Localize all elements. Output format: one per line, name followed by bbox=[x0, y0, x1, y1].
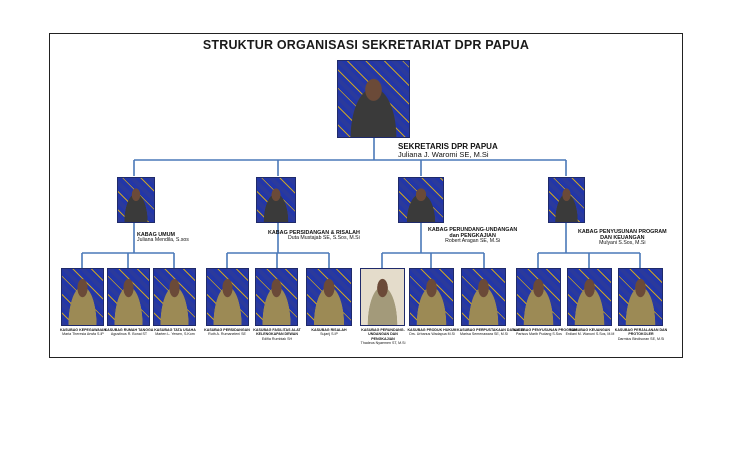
staff-photo bbox=[618, 268, 663, 326]
staff-name: Agustinus R. Bonai ST bbox=[110, 332, 148, 337]
staff-label bbox=[58, 328, 108, 337]
head-role-line1: KABAG PERUNDANG-UNDANGAN bbox=[428, 227, 518, 233]
head-photo-persidangan bbox=[256, 177, 296, 223]
head-label-perundangan bbox=[428, 227, 517, 245]
staff-photo bbox=[461, 268, 506, 326]
head-name: Duta Mustajab SE, S.Sos, M.Si bbox=[288, 235, 360, 242]
staff-label bbox=[564, 328, 616, 337]
staff-role: KASUBAG KEPEGAWAIAN bbox=[59, 328, 107, 332]
secretary-name: Juliana J. Waromi SE, M.Si bbox=[398, 150, 489, 160]
head-label-keuangan bbox=[578, 229, 667, 247]
secretary-photo bbox=[337, 60, 410, 138]
head-photo-umum bbox=[117, 177, 155, 223]
secretary-role: SEKRETARIS DPR PAPUA bbox=[398, 142, 498, 151]
staff-photo bbox=[153, 268, 196, 326]
head-name: Robert Aragan SE, M.Si bbox=[445, 238, 501, 245]
staff-label bbox=[614, 328, 668, 341]
staff-role: KASUBAG PERUNDANG-UNDANGAN DAN PENGKAJIAN bbox=[361, 328, 405, 341]
head-photo-keuangan bbox=[548, 177, 585, 223]
head-photo-perundangan bbox=[398, 177, 444, 223]
staff-photo bbox=[61, 268, 104, 326]
staff-name: Erdiani M. Wanuni S.Sos, M.M bbox=[565, 332, 615, 337]
head-label-umum bbox=[137, 232, 189, 244]
staff-label bbox=[407, 328, 457, 337]
staff-role: KASUBAG RUMAH TANGGA bbox=[104, 328, 154, 332]
chart-title: STRUKTUR ORGANISASI SEKRETARIAT DPR PAPUA bbox=[202, 38, 530, 52]
head-label-persidangan bbox=[268, 230, 360, 242]
staff-label bbox=[150, 328, 200, 337]
staff-name: Marten L. Yewen, S.Kom bbox=[155, 332, 195, 337]
staff-role: KASUBAG PRODUK HUKUM bbox=[407, 328, 457, 332]
staff-role: KASUBAG RISALAH bbox=[311, 328, 347, 332]
staff-photo bbox=[516, 268, 561, 326]
head-name: Mulyani S.Sos, M.Si bbox=[599, 240, 646, 247]
head-role: KABAG PERSIDANGAN & RISALAH bbox=[268, 230, 360, 236]
head-role-line1: KABAG PENYUSUNAN PROGRAM bbox=[578, 229, 667, 235]
staff-label bbox=[513, 328, 578, 337]
staff-photo bbox=[206, 268, 249, 326]
staff-photo bbox=[255, 268, 298, 326]
staff-label bbox=[202, 328, 252, 337]
staff-name: Edifia Rumbiak SH bbox=[261, 336, 293, 341]
staff-photo bbox=[409, 268, 454, 326]
staff-photo bbox=[360, 268, 405, 326]
staff-role: KASUBAG KEUANGAN bbox=[570, 328, 610, 332]
staff-role: KASUBAG FASILITAS ALAT KELENGKAPAN DEWAN bbox=[253, 328, 301, 337]
staff-photo bbox=[306, 268, 352, 326]
staff-role: KASUBAG PENYUSUNAN PROGRAM bbox=[513, 328, 578, 332]
staff-photo bbox=[567, 268, 612, 326]
staff-label bbox=[304, 328, 354, 337]
staff-label bbox=[457, 328, 524, 337]
staff-name: Ruth A. Rumaneleni SE bbox=[208, 332, 246, 337]
head-name: Juliana Mendila, S.sos bbox=[137, 237, 189, 244]
staff-photo bbox=[107, 268, 150, 326]
head-role: KABAG UMUM bbox=[137, 232, 176, 238]
staff-role: KASUBAG TATA USAHA bbox=[154, 328, 196, 332]
secretary-label bbox=[398, 142, 498, 160]
staff-role: KASUBAG PERJALANAN DAN PROTOKOLER bbox=[614, 328, 668, 337]
staff-label bbox=[250, 328, 304, 341]
staff-label bbox=[356, 328, 410, 345]
staff-label bbox=[104, 328, 154, 337]
staff-name: Darmius Bindisoran SE, M.Si bbox=[617, 336, 665, 341]
staff-role: KASUBAG PERSIDANGAN bbox=[204, 328, 250, 332]
staff-name: Drs. Urbanus Wadapua M.Si bbox=[409, 332, 455, 337]
staff-name: Sujarij S.IP bbox=[320, 332, 338, 337]
head-role-line2: dan PENGKAJIAN bbox=[449, 233, 496, 240]
head-role-line2: DAN KEUANGAN bbox=[600, 235, 645, 242]
staff-name: Parisus Marib Pudang S.Sos bbox=[516, 332, 562, 337]
staff-role: KASUBAG PERPUSTAKAAN DATA & TI bbox=[457, 328, 524, 332]
staff-name: Maria Theresia Arwfa S.IP bbox=[62, 332, 104, 337]
staff-name: Thadeus Nyaemen ST, M.Si bbox=[360, 340, 406, 345]
staff-name: Marisa Semenawara SE, M.Si bbox=[460, 332, 508, 337]
